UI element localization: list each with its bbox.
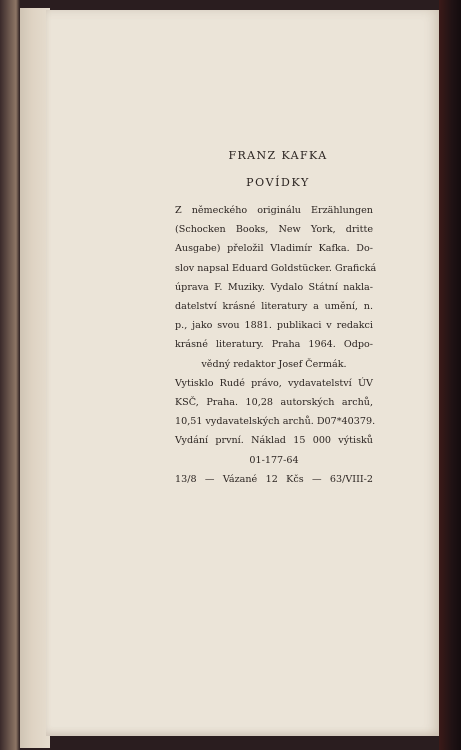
colophon <box>175 149 377 489</box>
colophon-line: p., jako svou 1881. publikaci v redakci <box>175 320 373 332</box>
colophon-line: 01-177-64 <box>249 454 299 466</box>
colophon-line: Ausgabe) přeložil Vladimír Kafka. Do- <box>175 243 373 255</box>
colophon-line: vědný redaktor Josef Čermák. <box>201 358 347 370</box>
colophon-line: Vydání první. Náklad 15 000 výtisků <box>175 435 373 447</box>
colophon-line: Z německého originálu Erzählungen <box>175 205 373 216</box>
colophon-line: 10,51 vydavatelských archů. D07*40379. <box>175 416 376 428</box>
author-name: FRANZ KAFKA <box>228 149 328 162</box>
dark-background-edge <box>439 0 461 750</box>
colophon-line: úprava F. Muziky. Vydalo Státní nakla- <box>175 281 373 293</box>
colophon-line: datelství krásné literatury a umění, n. <box>175 301 373 313</box>
colophon-line: (Schocken Books, New York, dritte <box>175 224 373 236</box>
colophon-line: slov napsal Eduard Goldstücker. Grafická <box>175 262 377 274</box>
colophon-line: Vytisklo Rudé právo, vydavatelství ÚV <box>175 377 373 389</box>
colophon-line: krásné literatury. Praha 1964. Odpo- <box>175 339 373 351</box>
colophon-line: 13/8 — Vázané 12 Kčs — 63/VIII-2 <box>175 473 373 485</box>
book-title: POVÍDKY <box>246 176 310 189</box>
colophon-line: KSČ, Praha. 10,28 autorských archů, <box>175 397 373 409</box>
